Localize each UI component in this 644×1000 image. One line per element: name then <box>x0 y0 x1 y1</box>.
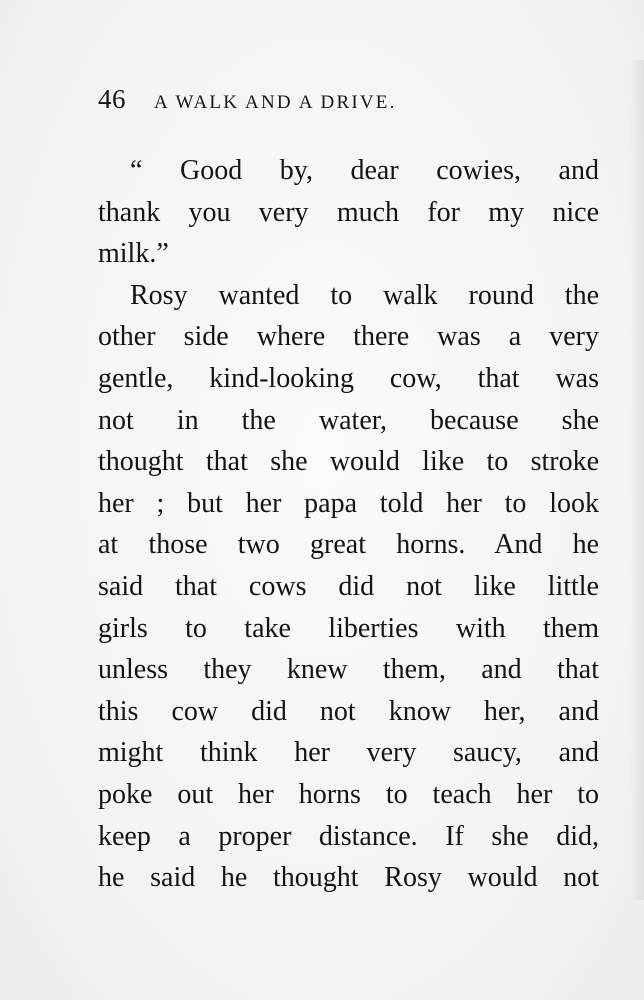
text-line: gentle, kind-looking cow, that was <box>98 362 599 394</box>
body-text <box>98 150 599 899</box>
text-line: milk.” <box>98 238 169 270</box>
text-line: her ; but her papa told her to look <box>98 487 599 519</box>
page-edge-shadow <box>630 60 644 900</box>
text-line: other side where there was a very <box>98 321 599 353</box>
text-line: girls to take liberties with them <box>98 612 599 644</box>
text-line: said that cows did not like little <box>98 570 599 602</box>
text-line: thank you very much for my nice <box>98 196 599 228</box>
page-number: 46 <box>98 84 126 114</box>
text-line: at those two great horns. And he <box>98 529 599 561</box>
text-line: thought that she would like to stroke <box>98 446 599 478</box>
text-line: unless they knew them, and that <box>98 654 599 686</box>
running-head: A WALK AND A DRIVE. <box>154 92 397 113</box>
text-line: “ Good by, dear cowies, and <box>130 155 599 186</box>
text-line: this cow did not know her, and <box>98 695 599 727</box>
text-line: poke out her horns to teach her to <box>98 778 599 810</box>
text-line: might think her very saucy, and <box>98 737 599 769</box>
text-line: Rosy wanted to walk round the <box>130 279 599 311</box>
text-line: keep a proper distance. If she did, <box>98 820 599 852</box>
text-line: he said he thought Rosy would not <box>98 862 599 894</box>
text-line: not in the water, because she <box>98 404 599 436</box>
page-header <box>98 84 598 120</box>
